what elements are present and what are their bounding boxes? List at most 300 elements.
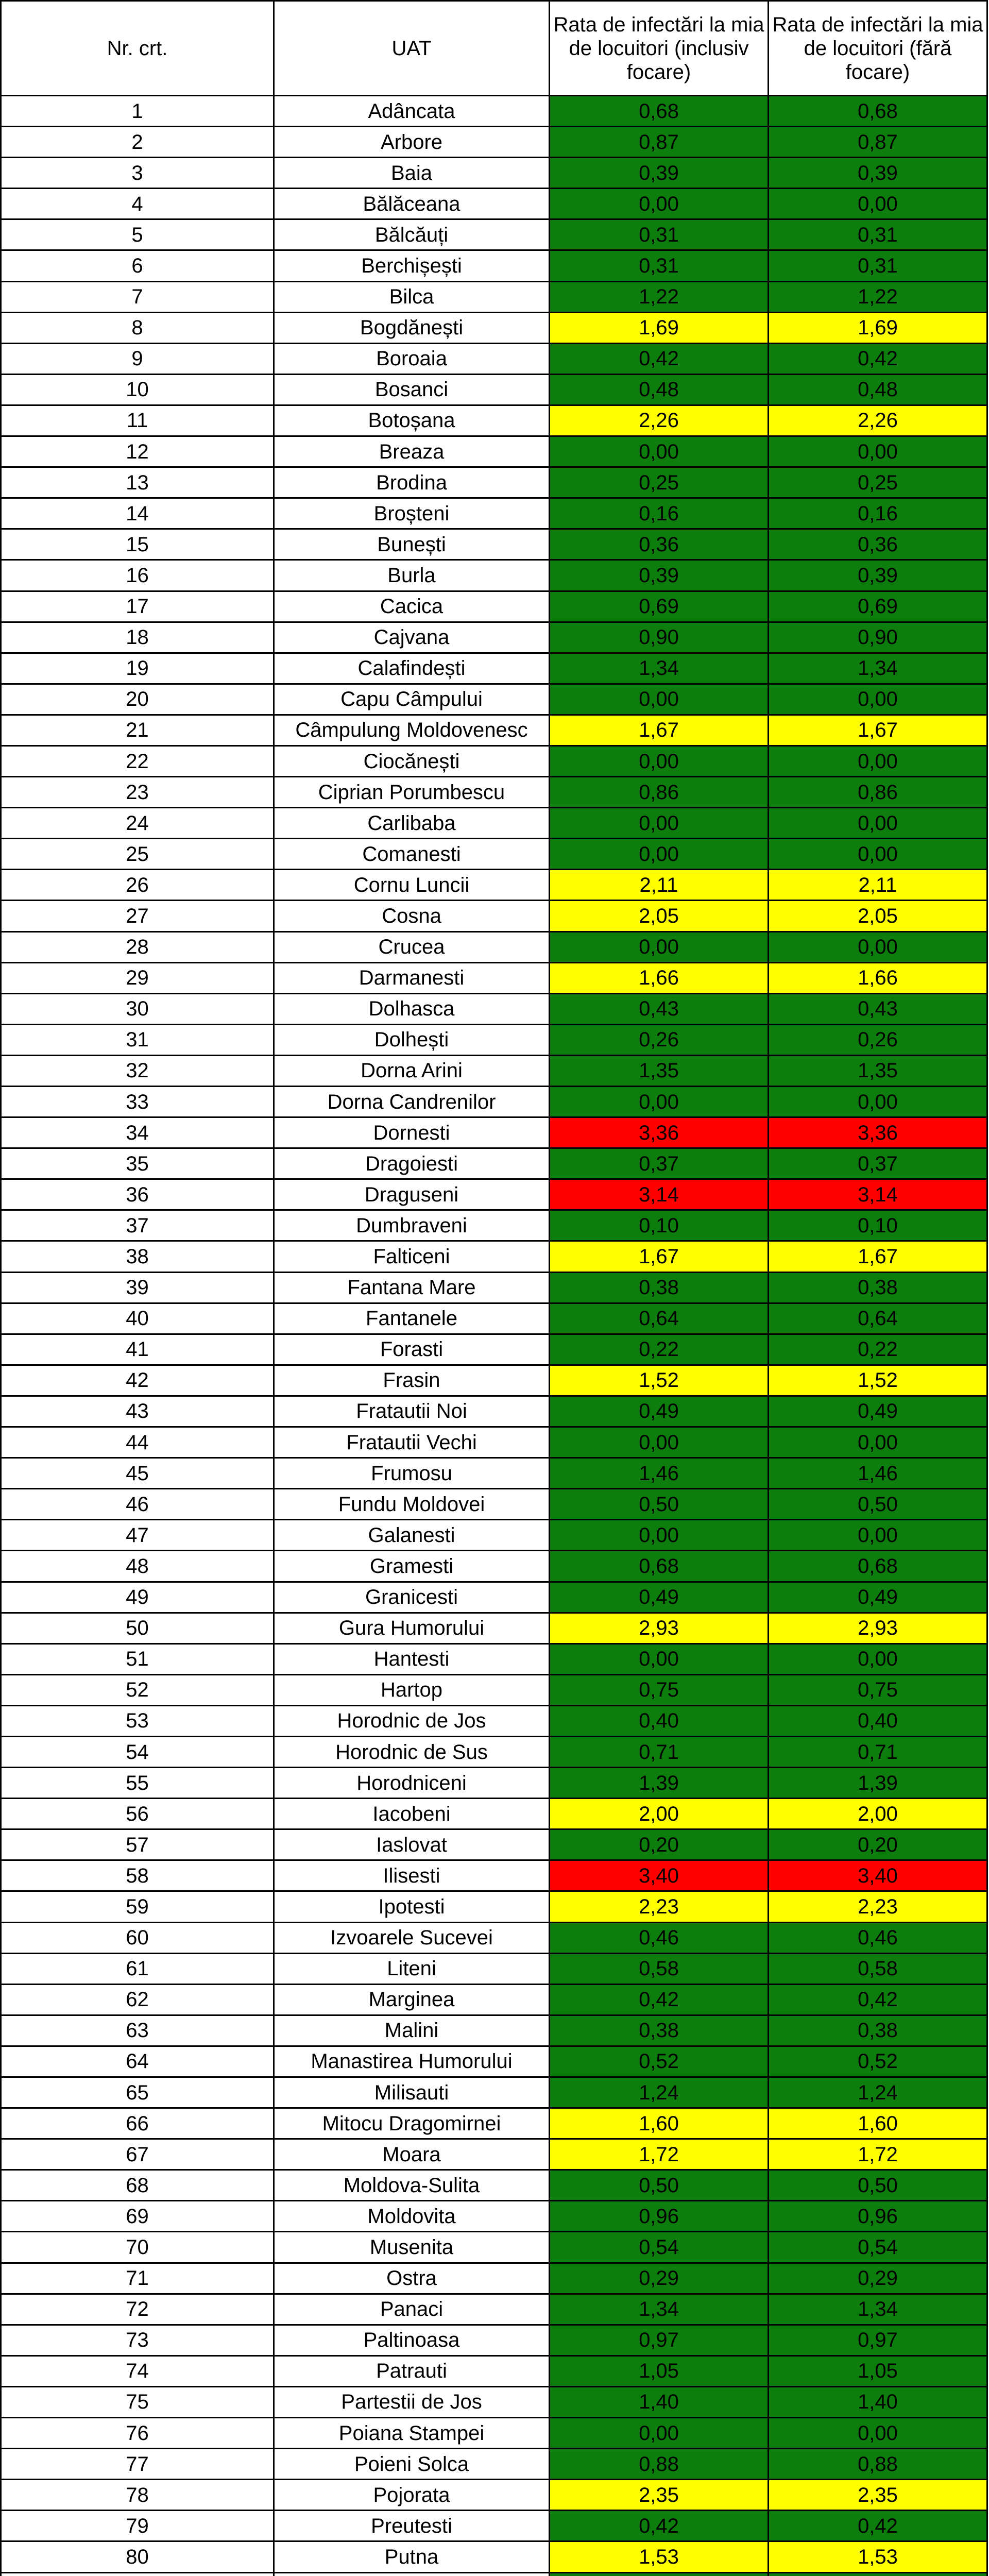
table-row	[1, 1520, 987, 1551]
row-nr: 14	[1, 498, 274, 529]
row-rate-with-outbreaks: 0,00	[550, 931, 769, 962]
row-uat: Capu Câmpului	[274, 684, 550, 715]
row-rate-with-outbreaks: 0,50	[550, 1489, 769, 1520]
row-nr: 44	[1, 1427, 274, 1458]
row-uat: Cornu Luncii	[274, 870, 550, 901]
table-row	[1, 374, 987, 405]
table-row	[1, 653, 987, 684]
row-rate-with-outbreaks: 0,68	[550, 96, 769, 127]
row-rate-with-outbreaks: 1,60	[550, 2108, 769, 2139]
row-rate-with-outbreaks: 0,00	[550, 684, 769, 715]
row-nr: 15	[1, 529, 274, 560]
row-rate-without-outbreaks: 1,40	[769, 2386, 987, 2417]
table-row	[1, 591, 987, 622]
table-row	[1, 560, 987, 591]
row-rate-with-outbreaks: 3,40	[550, 1860, 769, 1891]
row-rate-without-outbreaks: 0,88	[769, 2449, 987, 2480]
row-rate-with-outbreaks: 1,66	[550, 962, 769, 993]
row-uat: Horodnic de Jos	[274, 1705, 550, 1736]
table-row	[1, 1551, 987, 1582]
row-nr: 16	[1, 560, 274, 591]
row-rate-with-outbreaks: 0,39	[550, 560, 769, 591]
row-nr: 69	[1, 2201, 274, 2232]
table-row	[1, 2449, 987, 2480]
row-rate-without-outbreaks: 0,37	[769, 1148, 987, 1179]
row-nr: 46	[1, 1489, 274, 1520]
row-rate-with-outbreaks: 0,88	[550, 2449, 769, 2480]
row-uat: Calafindești	[274, 653, 550, 684]
row-rate-without-outbreaks: 0,00	[769, 436, 987, 467]
row-rate-with-outbreaks: 1,39	[550, 1768, 769, 1799]
table-row	[1, 2294, 987, 2325]
row-rate-with-outbreaks: 2,23	[550, 1891, 769, 1922]
row-rate-with-outbreaks: 0,00	[550, 189, 769, 219]
row-rate-without-outbreaks: 0,90	[769, 622, 987, 653]
table-row	[1, 1799, 987, 1829]
row-rate-with-outbreaks: 0,00	[550, 745, 769, 776]
row-nr: 64	[1, 2046, 274, 2077]
row-uat: Ilisesti	[274, 1860, 550, 1891]
row-rate-without-outbreaks: 2,11	[769, 870, 987, 901]
row-uat: Boroaia	[274, 343, 550, 374]
row-nr: 73	[1, 2325, 274, 2355]
row-rate-with-outbreaks: 0,26	[550, 1024, 769, 1055]
table-row	[1, 931, 987, 962]
row-uat: Partestii de Jos	[274, 2386, 550, 2417]
table-row	[1, 1303, 987, 1334]
row-uat: Bălăceana	[274, 189, 550, 219]
row-nr: 38	[1, 1241, 274, 1272]
row-uat: Dolhești	[274, 1024, 550, 1055]
row-uat: Panaci	[274, 2294, 550, 2325]
table-row	[1, 281, 987, 312]
row-uat: Ciprian Porumbescu	[274, 777, 550, 808]
row-rate-without-outbreaks: 2,26	[769, 405, 987, 436]
row-rate-without-outbreaks: 1,35	[769, 1055, 987, 1086]
table-row	[1, 1117, 987, 1148]
row-rate-without-outbreaks: 0,68	[769, 1551, 987, 1582]
row-nr: 40	[1, 1303, 274, 1334]
row-uat: Forasti	[274, 1334, 550, 1365]
row-uat: Cacica	[274, 591, 550, 622]
row-rate-with-outbreaks: 0,75	[550, 1674, 769, 1705]
table-row	[1, 219, 987, 250]
row-rate-with-outbreaks: 1,69	[550, 312, 769, 343]
table-row	[1, 1148, 987, 1179]
row-uat: Malini	[274, 2015, 550, 2046]
row-rate-without-outbreaks: 0,25	[769, 467, 987, 498]
table-row	[1, 777, 987, 808]
row-uat: Musenita	[274, 2232, 550, 2263]
row-uat: Preutesti	[274, 2511, 550, 2541]
row-uat: Burla	[274, 560, 550, 591]
table-row	[1, 250, 987, 281]
row-nr: 21	[1, 715, 274, 745]
table-row	[1, 2355, 987, 2386]
row-nr: 19	[1, 653, 274, 684]
row-nr: 8	[1, 312, 274, 343]
row-rate-with-outbreaks: 0,37	[550, 1148, 769, 1179]
row-nr: 62	[1, 1984, 274, 2015]
row-nr: 74	[1, 2355, 274, 2386]
row-uat: Milisauti	[274, 2077, 550, 2108]
table-row	[1, 622, 987, 653]
row-uat: Moldovita	[274, 2201, 550, 2232]
row-uat: Fantanele	[274, 1303, 550, 1334]
row-rate-with-outbreaks: 0,00	[550, 808, 769, 839]
row-nr: 51	[1, 1643, 274, 1674]
row-uat: Manastirea Humorului	[274, 2046, 550, 2077]
row-uat: Liteni	[274, 1953, 550, 1984]
table-row	[1, 127, 987, 158]
row-rate-with-outbreaks: 0,43	[550, 993, 769, 1024]
row-uat: Fratautii Noi	[274, 1396, 550, 1427]
row-uat: Frumosu	[274, 1458, 550, 1489]
row-nr: 36	[1, 1179, 274, 1210]
row-rate-without-outbreaks: 0,68	[769, 96, 987, 127]
row-nr: 42	[1, 1365, 274, 1396]
table-row	[1, 1087, 987, 1117]
row-rate-with-outbreaks: 0,00	[550, 839, 769, 870]
table-body	[1, 96, 987, 2576]
table-row	[1, 436, 987, 467]
row-rate-without-outbreaks: 0,26	[769, 1024, 987, 1055]
table-row	[1, 1984, 987, 2015]
row-uat: Baia	[274, 158, 550, 189]
row-rate-without-outbreaks: 1,52	[769, 1365, 987, 1396]
row-uat: Ostra	[274, 2263, 550, 2294]
row-rate-without-outbreaks: 0,00	[769, 1087, 987, 1117]
row-rate-with-outbreaks: 2,05	[550, 901, 769, 931]
row-rate-without-outbreaks: 2,35	[769, 2480, 987, 2511]
row-rate-with-outbreaks: 2,26	[550, 405, 769, 436]
row-rate-without-outbreaks: 1,34	[769, 653, 987, 684]
row-rate-with-outbreaks: 0,52	[550, 2046, 769, 2077]
row-uat: Crucea	[274, 931, 550, 962]
row-rate-without-outbreaks: 0,50	[769, 1489, 987, 1520]
table-row	[1, 1736, 987, 1767]
row-nr: 10	[1, 374, 274, 405]
row-nr: 53	[1, 1705, 274, 1736]
table-row	[1, 839, 987, 870]
table-row	[1, 2139, 987, 2170]
row-uat: Iaslovat	[274, 1829, 550, 1860]
row-uat: Arbore	[274, 127, 550, 158]
row-rate-without-outbreaks: 1,66	[769, 962, 987, 993]
table-row	[1, 529, 987, 560]
row-nr: 61	[1, 1953, 274, 1984]
header-rate-without-outbreaks: Rata de infectări la mia de locuitori (fără focare)	[769, 1, 987, 96]
row-rate-without-outbreaks: 0,58	[769, 1953, 987, 1984]
row-rate-with-outbreaks: 0,22	[550, 1334, 769, 1365]
row-nr: 72	[1, 2294, 274, 2325]
row-nr: 49	[1, 1582, 274, 1613]
table-row	[1, 2108, 987, 2139]
row-nr: 34	[1, 1117, 274, 1148]
row-uat: Darmanesti	[274, 962, 550, 993]
row-rate-without-outbreaks: 0,42	[769, 2511, 987, 2541]
row-rate-with-outbreaks: 1,22	[550, 281, 769, 312]
row-rate-without-outbreaks: 0,71	[769, 1736, 987, 1767]
table-row	[1, 1272, 987, 1303]
row-uat: Fratautii Vechi	[274, 1427, 550, 1458]
row-rate-without-outbreaks: 0,38	[769, 2015, 987, 2046]
row-nr: 80	[1, 2541, 274, 2572]
row-rate-with-outbreaks: 0,20	[550, 1829, 769, 1860]
row-nr: 45	[1, 1458, 274, 1489]
row-rate-without-outbreaks: 1,24	[769, 2077, 987, 2108]
row-uat: Dornesti	[274, 1117, 550, 1148]
row-nr: 47	[1, 1520, 274, 1551]
row-uat: Broșteni	[274, 498, 550, 529]
table-row	[1, 2015, 987, 2046]
table-header	[1, 1, 987, 96]
row-nr: 50	[1, 1613, 274, 1643]
header-nr: Nr. crt.	[1, 1, 274, 96]
row-rate-with-outbreaks: 0,87	[550, 127, 769, 158]
row-rate-with-outbreaks: 1,35	[550, 1055, 769, 1086]
row-rate-without-outbreaks: 1,46	[769, 1458, 987, 1489]
row-rate-with-outbreaks: 0,38	[550, 1272, 769, 1303]
row-nr: 6	[1, 250, 274, 281]
table-row	[1, 2170, 987, 2201]
row-uat: Moara	[274, 2139, 550, 2170]
row-uat: Moldova-Sulita	[274, 2170, 550, 2201]
row-uat: Bilca	[274, 281, 550, 312]
row-nr: 43	[1, 1396, 274, 1427]
row-nr: 17	[1, 591, 274, 622]
table-row	[1, 2077, 987, 2108]
row-rate-without-outbreaks: 0,00	[769, 1520, 987, 1551]
row-rate-without-outbreaks: 0,36	[769, 529, 987, 560]
row-rate-with-outbreaks: 0,42	[550, 343, 769, 374]
table-row	[1, 1489, 987, 1520]
row-rate-with-outbreaks: 0,42	[550, 1984, 769, 2015]
row-uat: Putna	[274, 2541, 550, 2572]
row-rate-without-outbreaks: 0,29	[769, 2263, 987, 2294]
row-rate-with-outbreaks: 0,39	[550, 158, 769, 189]
table-row	[1, 1643, 987, 1674]
row-uat: Ipotesti	[274, 1891, 550, 1922]
row-nr: 27	[1, 901, 274, 931]
table-row	[1, 745, 987, 776]
row-nr: 7	[1, 281, 274, 312]
row-rate-with-outbreaks: 0,36	[550, 529, 769, 560]
table-row	[1, 2541, 987, 2572]
row-rate-without-outbreaks: 0,00	[769, 839, 987, 870]
row-nr: 59	[1, 1891, 274, 1922]
row-uat: Ciocănești	[274, 745, 550, 776]
row-uat: Gura Humorului	[274, 1613, 550, 1643]
row-uat: Gramesti	[274, 1551, 550, 1582]
row-uat: Dumbraveni	[274, 1210, 550, 1241]
table-row	[1, 870, 987, 901]
row-uat: Breaza	[274, 436, 550, 467]
row-nr: 66	[1, 2108, 274, 2139]
row-nr: 77	[1, 2449, 274, 2480]
row-rate-without-outbreaks: 0,46	[769, 1922, 987, 1953]
table-row	[1, 1768, 987, 1799]
table-row	[1, 1210, 987, 1241]
row-rate-with-outbreaks: 2,00	[550, 1799, 769, 1829]
row-rate-without-outbreaks: 0,00	[769, 189, 987, 219]
row-rate-without-outbreaks: 0,00	[769, 2418, 987, 2449]
row-rate-with-outbreaks: 0,49	[550, 1582, 769, 1613]
row-nr: 32	[1, 1055, 274, 1086]
row-nr: 24	[1, 808, 274, 839]
row-rate-with-outbreaks: 1,46	[550, 1458, 769, 1489]
row-uat: Fantana Mare	[274, 1272, 550, 1303]
row-rate-without-outbreaks: 0,49	[769, 1396, 987, 1427]
row-rate-without-outbreaks: 2,00	[769, 1799, 987, 1829]
row-rate-without-outbreaks: 0,00	[769, 1643, 987, 1674]
table-row	[1, 2386, 987, 2417]
row-rate-without-outbreaks: 3,14	[769, 1179, 987, 1210]
row-rate-without-outbreaks	[769, 2572, 987, 2576]
row-rate-with-outbreaks: 0,00	[550, 1643, 769, 1674]
row-nr: 57	[1, 1829, 274, 1860]
row-rate-without-outbreaks: 0,31	[769, 219, 987, 250]
row-rate-with-outbreaks: 0,31	[550, 219, 769, 250]
row-uat: Iacobeni	[274, 1799, 550, 1829]
row-uat: Dolhasca	[274, 993, 550, 1024]
table-row	[1, 1922, 987, 1953]
table-row	[1, 1396, 987, 1427]
row-rate-with-outbreaks: 1,05	[550, 2355, 769, 2386]
table-row	[1, 467, 987, 498]
row-nr: 78	[1, 2480, 274, 2511]
row-uat: Dragoiesti	[274, 1148, 550, 1179]
row-rate-without-outbreaks: 0,86	[769, 777, 987, 808]
row-nr: 3	[1, 158, 274, 189]
row-nr: 55	[1, 1768, 274, 1799]
row-rate-without-outbreaks: 0,00	[769, 808, 987, 839]
row-rate-with-outbreaks: 0,97	[550, 2325, 769, 2355]
row-rate-with-outbreaks: 0,46	[550, 1922, 769, 1953]
row-nr: 1	[1, 96, 274, 127]
row-rate-with-outbreaks: 0,00	[550, 1087, 769, 1117]
row-uat: Cajvana	[274, 622, 550, 653]
table-row	[1, 1055, 987, 1086]
table-row	[1, 808, 987, 839]
row-rate-without-outbreaks: 1,34	[769, 2294, 987, 2325]
row-rate-without-outbreaks: 0,96	[769, 2201, 987, 2232]
row-nr: 54	[1, 1736, 274, 1767]
row-uat: Mitocu Dragomirnei	[274, 2108, 550, 2139]
row-uat: Berchișești	[274, 250, 550, 281]
row-uat: Carlibaba	[274, 808, 550, 839]
row-rate-without-outbreaks: 0,00	[769, 931, 987, 962]
row-nr: 35	[1, 1148, 274, 1179]
row-rate-without-outbreaks: 0,64	[769, 1303, 987, 1334]
row-nr: 28	[1, 931, 274, 962]
row-uat: Brodina	[274, 467, 550, 498]
row-rate-without-outbreaks: 0,20	[769, 1829, 987, 1860]
header-uat: UAT	[274, 1, 550, 96]
row-rate-without-outbreaks: 0,16	[769, 498, 987, 529]
row-uat: Galanesti	[274, 1520, 550, 1551]
row-uat: Frasin	[274, 1365, 550, 1396]
row-nr: 2	[1, 127, 274, 158]
row-uat: Draguseni	[274, 1179, 550, 1210]
row-nr: 41	[1, 1334, 274, 1365]
row-uat: Câmpulung Moldovenesc	[274, 715, 550, 745]
table-row	[1, 2418, 987, 2449]
row-uat: Paltinoasa	[274, 2325, 550, 2355]
row-nr: 11	[1, 405, 274, 436]
row-rate-with-outbreaks: 0,71	[550, 1736, 769, 1767]
row-rate-with-outbreaks: 1,40	[550, 2386, 769, 2417]
row-rate-without-outbreaks: 0,22	[769, 1334, 987, 1365]
row-rate-without-outbreaks: 3,40	[769, 1860, 987, 1891]
row-rate-with-outbreaks: 0,00	[550, 1427, 769, 1458]
row-nr: 9	[1, 343, 274, 374]
row-rate-without-outbreaks: 0,00	[769, 1427, 987, 1458]
row-nr: 30	[1, 993, 274, 1024]
table-row	[1, 962, 987, 993]
table-row	[1, 189, 987, 219]
row-rate-without-outbreaks: 1,72	[769, 2139, 987, 2170]
row-rate-with-outbreaks: 1,67	[550, 1241, 769, 1272]
table-row	[1, 684, 987, 715]
row-rate-without-outbreaks: 0,00	[769, 745, 987, 776]
row-rate-without-outbreaks: 1,67	[769, 1241, 987, 1272]
row-nr: 75	[1, 2386, 274, 2417]
row-rate-with-outbreaks: 0,54	[550, 2232, 769, 2263]
table-row	[1, 2511, 987, 2541]
row-nr: 63	[1, 2015, 274, 2046]
row-nr: 22	[1, 745, 274, 776]
row-rate-with-outbreaks: 0,16	[550, 498, 769, 529]
row-uat: Dorna Arini	[274, 1055, 550, 1086]
row-rate-without-outbreaks: 0,69	[769, 591, 987, 622]
row-nr: 31	[1, 1024, 274, 1055]
row-nr: 5	[1, 219, 274, 250]
row-rate-with-outbreaks: 1,24	[550, 2077, 769, 2108]
row-rate-without-outbreaks: 2,05	[769, 901, 987, 931]
row-rate-without-outbreaks: 2,93	[769, 1613, 987, 1643]
row-rate-without-outbreaks: 0,39	[769, 158, 987, 189]
row-rate-with-outbreaks: 0,50	[550, 2170, 769, 2201]
row-rate-without-outbreaks: 3,36	[769, 1117, 987, 1148]
row-uat: Bălcăuți	[274, 219, 550, 250]
row-rate-with-outbreaks: 0,00	[550, 436, 769, 467]
table-row	[1, 1829, 987, 1860]
row-uat: Hantesti	[274, 1643, 550, 1674]
row-rate-with-outbreaks: 0,49	[550, 1396, 769, 1427]
table-row	[1, 2325, 987, 2355]
row-rate-with-outbreaks: 0,58	[550, 1953, 769, 1984]
row-nr: 52	[1, 1674, 274, 1705]
table-row	[1, 1365, 987, 1396]
table-row	[1, 1674, 987, 1705]
row-rate-with-outbreaks: 3,14	[550, 1179, 769, 1210]
row-nr: 58	[1, 1860, 274, 1891]
row-rate-with-outbreaks: 1,67	[550, 715, 769, 745]
row-rate-with-outbreaks: 0,69	[550, 591, 769, 622]
row-uat	[274, 2572, 550, 2576]
row-rate-with-outbreaks: 2,93	[550, 1613, 769, 1643]
table-row	[1, 1024, 987, 1055]
header-row	[1, 1, 987, 96]
row-rate-without-outbreaks: 0,49	[769, 1582, 987, 1613]
row-nr: 18	[1, 622, 274, 653]
row-nr: 23	[1, 777, 274, 808]
row-rate-with-outbreaks: 0,31	[550, 250, 769, 281]
row-rate-without-outbreaks: 1,60	[769, 2108, 987, 2139]
row-rate-with-outbreaks: 0,38	[550, 2015, 769, 2046]
row-rate-without-outbreaks: 1,67	[769, 715, 987, 745]
